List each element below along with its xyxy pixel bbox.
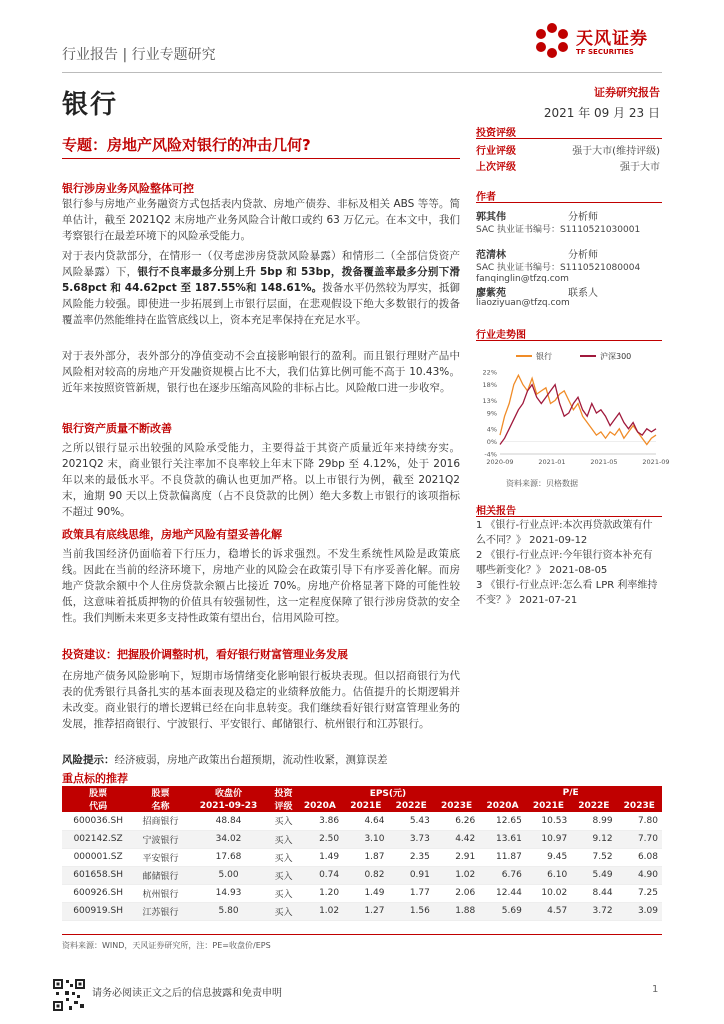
risk-text: 经济疲弱，房地产政策出台超预期，流动性收紧，测算误差 bbox=[114, 754, 388, 766]
y-tick-label: 9% bbox=[486, 409, 497, 418]
paragraph-3: 对于表外部分，表外部分的净值变动不会直接影响银行的盈利。而且银行理财产品中风险相对较高的房地产开发融资规模占比不大，我们估算比例可能不高于 10.43%。近年来按照资管新规，银行也在逐步压缩高风险的非标占比。风险敞口进一步收窄。 bbox=[62, 350, 460, 394]
related-report-link[interactable]: 2 《银行-行业点评:今年银行资本补充有哪些新变化？》 2021-08-05 bbox=[476, 550, 653, 576]
industry-rating bbox=[476, 142, 662, 156]
col-header: 2023E bbox=[617, 799, 662, 812]
paragraph-4: 之所以银行显示出较强的风险承受能力，主要得益于其资产质量近年来持续夯实。2021Q2 末，商业银行关注率加不良率较上年末下降 29bp 至 4.12%，处于 2016 年以来的最低水平。不良贷款的确认也更加严格。以上市银行为例，截至 2021Q2 末，逾期 90 天以上贷款偏离度（占不良贷款的比例）绝大多数上市银行的该项指标不超过 90%。 bbox=[62, 442, 460, 518]
series-line bbox=[500, 375, 656, 444]
table-cell: 6.26 bbox=[434, 812, 479, 830]
industry-rating-label: 行业评级 bbox=[476, 146, 516, 157]
table-row bbox=[62, 902, 662, 920]
rating-heading: 投资评级 bbox=[476, 128, 516, 139]
section-heading-4: 投资建议：把握股价调整时机，看好银行财富管理业务发展 bbox=[62, 648, 348, 661]
table-cell: 宁波银行 bbox=[134, 830, 186, 848]
author-name: 范清林 bbox=[476, 250, 506, 261]
table-header-row bbox=[62, 799, 662, 812]
col-header: 名称 bbox=[134, 799, 186, 812]
table-bottom-rule bbox=[62, 934, 662, 935]
table-cell: 1.49 bbox=[297, 848, 344, 866]
table-cell: 600919.SH bbox=[62, 902, 134, 920]
table-cell: 7.70 bbox=[617, 830, 662, 848]
col-header: 2020A bbox=[297, 799, 344, 812]
table-cell: 4.90 bbox=[617, 866, 662, 884]
section-heading-3: 政策具有底线思维，房地产风险有望妥善化解 bbox=[62, 528, 282, 541]
table-cell: 3.72 bbox=[571, 902, 616, 920]
table-cell: 5.49 bbox=[571, 866, 616, 884]
table-cell: 1.88 bbox=[434, 902, 479, 920]
table-cell: 买入 bbox=[270, 848, 296, 866]
table-cell: 1.49 bbox=[343, 884, 388, 902]
table-cell: 8.99 bbox=[571, 812, 616, 830]
table-cell: 34.02 bbox=[187, 830, 271, 848]
table-cell: 12.65 bbox=[479, 812, 526, 830]
related-report-link[interactable]: 1 《银行-行业点评:本次再贷款政策有什么不同？》 2021-09-12 bbox=[476, 520, 653, 546]
industry-rating-value: 强于大市(维持评级) bbox=[572, 146, 660, 157]
y-tick-label: 4% bbox=[486, 425, 497, 434]
table-cell: 14.93 bbox=[187, 884, 271, 902]
qr-code-icon bbox=[52, 978, 86, 1012]
risk-label: 风险提示： bbox=[62, 754, 115, 766]
series-line bbox=[500, 385, 656, 445]
table-cell: 6.76 bbox=[479, 866, 526, 884]
table-cell: 买入 bbox=[270, 902, 296, 920]
col-header: 投资 bbox=[270, 786, 296, 799]
table-row bbox=[62, 866, 662, 884]
legend-label: 银行 bbox=[536, 352, 552, 361]
table-cell: 1.02 bbox=[297, 902, 344, 920]
table-note: 资料来源：WIND，天风证券研究所，注：PE=收盘价/EPS bbox=[62, 941, 271, 950]
table-cell: 2.91 bbox=[434, 848, 479, 866]
col-header: 评级 bbox=[270, 799, 296, 812]
section-heading-2: 银行资产质量不断改善 bbox=[62, 422, 172, 435]
paragraph-5: 当前我国经济仍面临着下行压力，稳增长的诉求强烈。不发生系统性风险是政策底线。因此在当前的经济环境下，房地产业的风险会在政策引导下有序妥善化解。而房地产贷款余额中个人住房贷款余额占比接近 70%。房地产价格显著下降的可能性较低，这意味着抵质押物的价值具有较强韧性，这一定程度保障了银行涉房贷款的安全性。我们判断未来更多支持性政策有望出台，信用风险可控。 bbox=[62, 548, 460, 624]
title-underline bbox=[62, 158, 460, 159]
sector-title: 银行 bbox=[62, 90, 119, 120]
author-cert: SAC 执业证书编号：S1110521030001 bbox=[476, 225, 641, 235]
author-role: 分析师 bbox=[568, 212, 598, 223]
previous-rating-value: 强于大市 bbox=[620, 162, 660, 173]
table-cell: 600036.SH bbox=[62, 812, 134, 830]
table-cell: 5.69 bbox=[479, 902, 526, 920]
table-cell: 1.77 bbox=[389, 884, 434, 902]
table-row bbox=[62, 812, 662, 830]
table-cell: 4.64 bbox=[343, 812, 388, 830]
x-tick-label: 2020-09 bbox=[486, 458, 514, 466]
col-header: P/E bbox=[479, 786, 662, 799]
table-cell: 买入 bbox=[270, 866, 296, 884]
table-cell: 1.20 bbox=[297, 884, 344, 902]
y-tick-label: -4% bbox=[484, 450, 497, 459]
table-cell: 000001.SZ bbox=[62, 848, 134, 866]
col-header: EPS(元) bbox=[297, 786, 480, 799]
author-email[interactable]: fanqinglin@tfzq.com bbox=[476, 274, 569, 284]
table-cell: 601658.SH bbox=[62, 866, 134, 884]
table-cell: 3.09 bbox=[617, 902, 662, 920]
author-name: 廖紫苑 bbox=[476, 288, 506, 299]
report-title: 专题：房地产风险对银行的冲击几何? bbox=[62, 136, 311, 154]
header-divider bbox=[62, 72, 662, 73]
paragraph-1: 银行参与房地产业务融资方式包括表内贷款、房地产债券、非标及相关 ABS 等等。简单估计，截至 2021Q2 末房地产业务风险合计敞口或约 63 万亿元。在本文中，我们考察银行在最差环境下的风险承受能力。 bbox=[62, 198, 460, 242]
footer-disclaimer[interactable]: 请务必阅读正文之后的信息披露和免责申明 bbox=[92, 988, 282, 999]
table-cell: 6.10 bbox=[526, 866, 571, 884]
table-cell: 1.27 bbox=[343, 902, 388, 920]
table-cell: 江苏银行 bbox=[134, 902, 186, 920]
table-cell: 4.57 bbox=[526, 902, 571, 920]
recommendation-table bbox=[62, 786, 662, 921]
y-tick-label: 18% bbox=[482, 381, 497, 390]
related-heading: 相关报告 bbox=[476, 506, 516, 517]
section-heading-1: 银行涉房业务风险整体可控 bbox=[62, 182, 194, 195]
trend-heading: 行业走势图 bbox=[476, 330, 526, 341]
paragraph-2-part-a: 对于表内贷款部分，在情形一（仅考虑涉房贷款风险暴露）和情形二（全部信贷资产风险暴露）下， bbox=[62, 250, 460, 278]
table-cell: 11.87 bbox=[479, 848, 526, 866]
col-header: 股票 bbox=[62, 786, 134, 799]
table-cell: 买入 bbox=[270, 812, 296, 830]
related-divider bbox=[476, 516, 662, 517]
related-report-link[interactable]: 3 《银行-行业点评:怎么看 LPR 利率维持不变？》 2021-07-21 bbox=[476, 580, 658, 606]
col-header: 收盘价 bbox=[187, 786, 271, 799]
legend-label: 沪深300 bbox=[600, 352, 632, 361]
col-header: 2023E bbox=[434, 799, 479, 812]
col-header: 2021E bbox=[343, 799, 388, 812]
table-cell: 买入 bbox=[270, 830, 296, 848]
paragraph-2 bbox=[62, 248, 460, 328]
table-cell: 平安银行 bbox=[134, 848, 186, 866]
col-header: 代码 bbox=[62, 799, 134, 812]
authors-heading: 作者 bbox=[476, 192, 496, 203]
trend-divider bbox=[476, 340, 662, 341]
table-cell: 1.56 bbox=[389, 902, 434, 920]
table-cell: 12.44 bbox=[479, 884, 526, 902]
col-header: 股票 bbox=[134, 786, 186, 799]
table-cell: 3.10 bbox=[343, 830, 388, 848]
company-logo bbox=[528, 10, 668, 70]
table-cell: 0.74 bbox=[297, 866, 344, 884]
table-cell: 5.43 bbox=[389, 812, 434, 830]
table-cell: 10.53 bbox=[526, 812, 571, 830]
x-tick-label: 2021-05 bbox=[590, 458, 618, 466]
paragraph-6: 在房地产债务风险影响下，短期市场情绪变化影响银行板块表现。但以招商银行为代表的优秀银行具备扎实的基本面表现及稳定的业绩释放能力。估值提升的长期逻辑并未改变。商业银行的增长逻辑已经在向非息转变。我们继续看好银行财富管理业务的发展，推荐招商银行、宁波银行、平安银行、邮储银行、杭州银行和江苏银行。 bbox=[62, 670, 460, 730]
table-cell: 8.44 bbox=[571, 884, 616, 902]
table-cell: 9.45 bbox=[526, 848, 571, 866]
col-header: 2022E bbox=[389, 799, 434, 812]
table-cell: 邮储银行 bbox=[134, 866, 186, 884]
table-cell: 7.52 bbox=[571, 848, 616, 866]
table-cell: 6.08 bbox=[617, 848, 662, 866]
logo-mark-icon bbox=[530, 18, 574, 62]
x-tick-label: 2021-09 bbox=[642, 458, 670, 466]
table-cell: 1.02 bbox=[434, 866, 479, 884]
table-cell: 4.42 bbox=[434, 830, 479, 848]
table-cell: 002142.SZ bbox=[62, 830, 134, 848]
table-cell: 7.25 bbox=[617, 884, 662, 902]
table-header-row bbox=[62, 786, 662, 799]
author-email[interactable]: liaoziyuan@tfzq.com bbox=[476, 298, 570, 308]
y-tick-label: 0% bbox=[486, 437, 497, 446]
report-category: 行业报告 | 行业专题研究 bbox=[62, 47, 216, 63]
table-cell: 招商银行 bbox=[134, 812, 186, 830]
table-row bbox=[62, 848, 662, 866]
authors-divider bbox=[476, 202, 662, 203]
risk-warning bbox=[62, 752, 460, 768]
table-cell: 3.73 bbox=[389, 830, 434, 848]
y-tick-label: 22% bbox=[482, 368, 497, 377]
author-name: 郭其伟 bbox=[476, 212, 506, 223]
table-cell: 杭州银行 bbox=[134, 884, 186, 902]
table-row bbox=[62, 884, 662, 902]
logo-name-en: TF SECURITIES bbox=[576, 48, 634, 56]
paragraph-2-part-c: 拨备水平仍然较为厚实，抵御风险能力较强。即使进一步拓展到上市银行层面，在悲观假设下绝大多数银行的拨备覆盖率仍然能维持在监管底线以上，资本充足率保持在充足水平。 bbox=[62, 282, 461, 326]
author-role: 联系人 bbox=[568, 288, 598, 299]
table-cell: 7.80 bbox=[617, 812, 662, 830]
table-cell: 9.12 bbox=[571, 830, 616, 848]
col-header: 2020A bbox=[479, 799, 526, 812]
report-date: 2021 年 09 月 23 日 bbox=[543, 106, 660, 120]
table-cell: 3.86 bbox=[297, 812, 344, 830]
table-cell: 0.91 bbox=[389, 866, 434, 884]
table-cell: 2.35 bbox=[389, 848, 434, 866]
col-header: 2022E bbox=[571, 799, 616, 812]
table-cell: 5.80 bbox=[187, 902, 271, 920]
y-tick-label: 13% bbox=[482, 396, 497, 405]
paragraph-2-highlight: 银行不良率最多分别上升 5bp 和 53bp，拨备覆盖率最多分别下滑 5.68pct 和 44.62pct 至 187.55%和 148.61%。 bbox=[62, 266, 460, 294]
table-cell: 13.61 bbox=[479, 830, 526, 848]
table-cell: 17.68 bbox=[187, 848, 271, 866]
table-cell: 2.50 bbox=[297, 830, 344, 848]
author-cert: SAC 执业证书编号：S1110521080004 bbox=[476, 263, 641, 273]
col-header: 2021-09-23 bbox=[187, 799, 271, 812]
rating-divider bbox=[476, 138, 662, 139]
table-title: 重点标的推荐 bbox=[62, 772, 128, 785]
table-cell: 48.84 bbox=[187, 812, 271, 830]
previous-rating bbox=[476, 158, 662, 172]
report-type: 证券研究报告 bbox=[594, 86, 660, 99]
x-tick-label: 2021-01 bbox=[538, 458, 566, 466]
table-cell: 10.02 bbox=[526, 884, 571, 902]
table-cell: 2.06 bbox=[434, 884, 479, 902]
logo-name-cn: 天风证券 bbox=[576, 29, 648, 49]
chart-source: 资料来源：贝格数据 bbox=[506, 479, 578, 488]
page-number: 1 bbox=[652, 984, 659, 995]
table-cell: 1.87 bbox=[343, 848, 388, 866]
col-header: 2021E bbox=[526, 799, 571, 812]
author-role: 分析师 bbox=[568, 250, 598, 261]
table-row bbox=[62, 830, 662, 848]
previous-rating-label: 上次评级 bbox=[476, 162, 516, 173]
industry-trend-chart bbox=[476, 346, 670, 470]
table-cell: 10.97 bbox=[526, 830, 571, 848]
table-cell: 0.82 bbox=[343, 866, 388, 884]
table-cell: 5.00 bbox=[187, 866, 271, 884]
table-cell: 买入 bbox=[270, 884, 296, 902]
table-cell: 600926.SH bbox=[62, 884, 134, 902]
